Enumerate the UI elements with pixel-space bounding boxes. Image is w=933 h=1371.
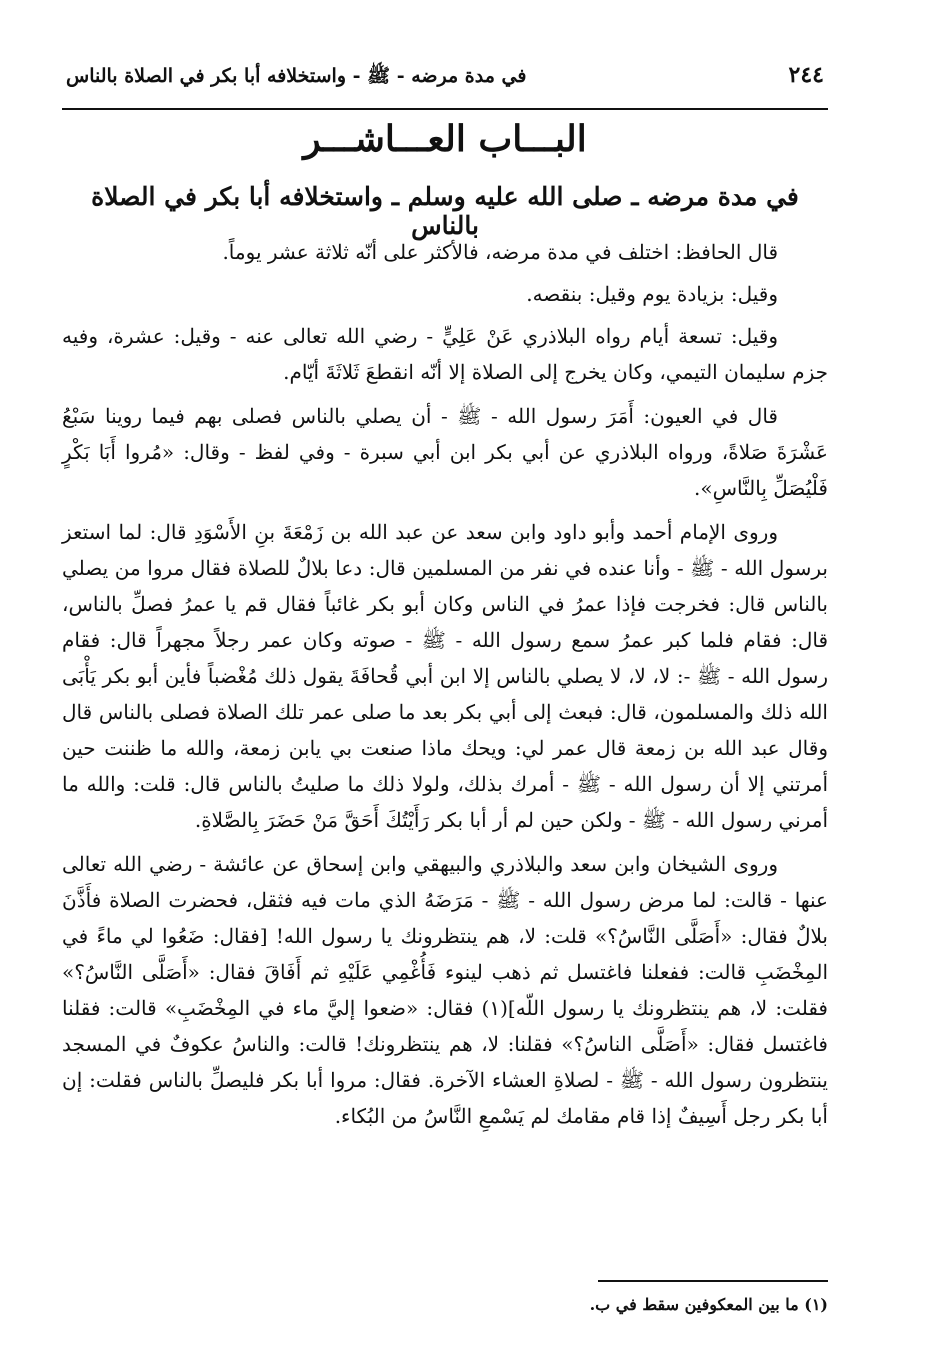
running-title: في مدة مرضه - ﷺ - واستخلافه أبا بكر في الصلاة بالناس (66, 65, 527, 87)
paragraph: وقيل: بزيادة يوم وقيل: بنقصه. (526, 282, 778, 306)
footnote-rule (598, 1280, 828, 1282)
running-header (62, 62, 828, 102)
book-page (62, 62, 828, 1314)
paragraph: وروى الشيخان وابن سعد والبلاذري والبيهقي وابن إسحاق عن عائشة - رضي الله تعالى عنها - قالت: لما مرض رسول الله - ﷺ - مَرَضَهُ الذي مات فيه فثقل، فحضرت الصلاة فأَذَّنَ بلالٌ فقال: «أَصَلَّى النَّاسُ؟» قلت: لا، هم ينتظرونك يا رسول الله! [فقال: ضَعُوا لي ماءً في المِخْضَبِ قالت: ففعلنا فاغتسل ثم ذهب لينوء فَأُغْمِي عَلَيْهِ ثم أَفَاقَ فقال: «أَصَلَّى النَّاسُ؟» فقلت: لا، هم ينتظرونك يا رسول اللّه](١) فقال: «ضعوا إليَّ ماء في المِخْضَبِ» قالت: فقلنا فاغتسل فقال: «أَصَلَّى الناسُ؟» فقلنا: لا، هم ينتظرونك! قالت: والناسُ عكوفٌ في المسجد ينتظرون رسول الله - ﷺ - لصلاةِ العشاء الآخرة. فقال: مروا أبا بكر فليصلِّ بالناس فقلت: إن أبا بكر رجل أَسِيفٌ إذا قام مقامك لم يَسْمعِ النَّاسُ من البُكاء. (62, 852, 828, 1128)
header-rule (62, 108, 828, 110)
footnote: (١) ما بين المعكوفين سقط في ب. (589, 1295, 828, 1314)
chapter-subtitle: في مدة مرضه ـ صلى الله عليه وسلم ـ واستخلافه أبا بكر في الصلاة بالناس (91, 182, 799, 240)
body-text (62, 234, 828, 1142)
paragraph: قال في العيون: أَمَرَ رسول الله - ﷺ - أن يصلي بالناس فصلى بهم فيما روينا سَبْعُ عَشْرَةَ صَلاةً، ورواه البلاذري عن أبي بكر ابن أبي سبرة - وفي لفظ - وقال: «مُروا أَبَا بَكْرٍ فَلْيُصَلِّ بِالنَّاسِ». (62, 404, 828, 500)
paragraph: قال الحافظ: اختلف في مدة مرضه، فالأكثر على أنّه ثلاثة عشر يوماً. (222, 240, 778, 264)
paragraph: وقيل: تسعة أيام رواه البلاذري عَنْ عَلِيٍّ - رضي الله تعالى عنه - وقيل: عشرة، وفيه جزم سليمان التيمي، وكان يخرج إلى الصلاة إلا أنّه انقطعَ ثَلاثَةَ أيّام. (62, 324, 828, 384)
paragraph: وروى الإمام أحمد وأبو داود وابن سعد عن عبد الله بن زَمْعَةَ بنِ الأَسْوَدِ قال: لما استعز برسول الله - ﷺ - وأنا عنده في نفر من المسلمين قال: دعا بلالٌ للصلاة فقال مروا من يصلي بالناس قال: فخرجت فإذا عمرُ في الناس وكان أبو بكر غائباً فقال قم يا عمرُ فصلِّ بالناس، قال: فقام فلما كبر عمرُ سمع رسول الله - ﷺ - صوته وكان عمر رجلاً مجهراً قال: فقام رسول الله - ﷺ -: لا، لا، لا يصلي بالناس إلا ابن أبي قُحافَةَ يقول ذلك مُغْضباً فأين أبو بكر يَأْبَى الله ذلك والمسلمون، قال: فبعث إلى أبي بكر بعد ما صلى عمر تلك الصلاة فصلى بالناس قال وقال عبد الله بن زمعة قال عمر لي: ويحك ماذا صنعت بي يابن زمعة، والله ما ظننت حين أمرتني إلا أن رسول الله - ﷺ - أمرك بذلك، ولولا ذلك ما صليتُ بالناس قال: قلت: والله ما أمرني رسول الله - ﷺ - ولكن حين لم أر أبا بكر رَأَيْتُكَ أَحَقَّ مَنْ حَضَرَ بِالصَّلاةِ. (62, 520, 828, 832)
chapter-title: البـــاب العـــاشـــر (303, 118, 587, 160)
page-number: ٢٤٤ (788, 62, 824, 88)
